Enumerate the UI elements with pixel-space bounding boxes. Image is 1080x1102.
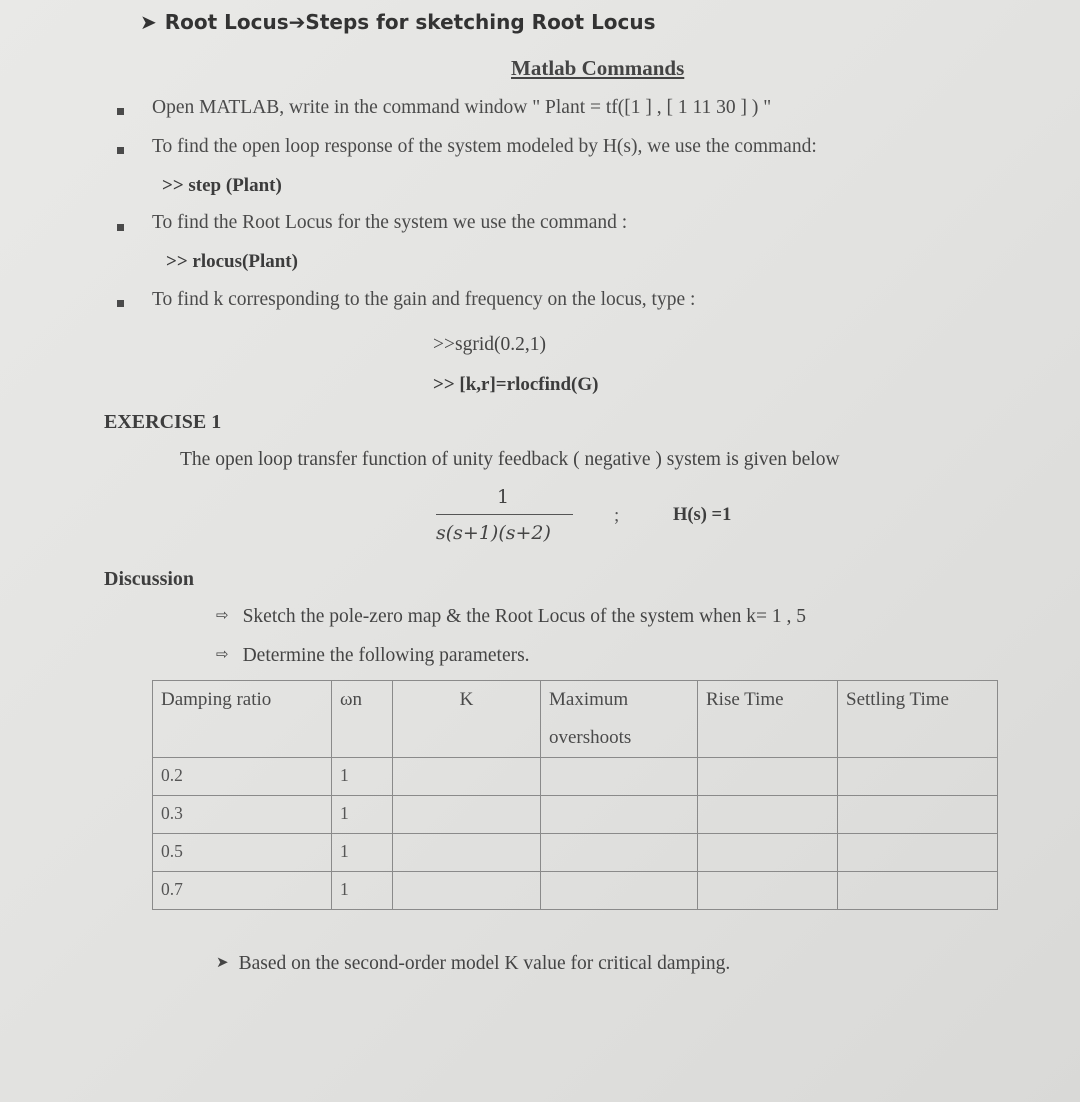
separator: ; xyxy=(614,505,620,526)
cell-k xyxy=(393,758,541,796)
cell-rise-time xyxy=(698,834,838,872)
cell-omega-n: 1 xyxy=(332,872,393,910)
cell-settling-time xyxy=(838,796,998,834)
transfer-function-denominator: s(s+1)(s+2) xyxy=(436,522,551,544)
cell-k xyxy=(393,796,541,834)
cell-rise-time xyxy=(698,758,838,796)
header-overshoots: overshoots xyxy=(549,727,632,748)
cell-omega-n: 1 xyxy=(332,796,393,834)
heading-part-steps: Steps for sketching Root Locus xyxy=(305,10,656,34)
cell-settling-time xyxy=(838,834,998,872)
discussion-item-text: Determine the following parameters. xyxy=(242,645,530,666)
table-row xyxy=(153,796,998,834)
cell-max-overshoot xyxy=(541,758,698,796)
feedback-function: H(s) =1 xyxy=(673,505,732,525)
parameters-table xyxy=(152,680,998,910)
final-instruction-text: Based on the second-order model K value for critical damping. xyxy=(238,953,731,974)
header-damping-ratio: Damping ratio xyxy=(153,681,332,758)
header-maximum-overshoots xyxy=(541,681,698,758)
table-header-row xyxy=(153,681,998,758)
hollow-right-arrow-icon: ⇨ xyxy=(216,606,229,624)
bullet-open-loop-response: To find the open loop response of the system modeled by H(s), we use the command: xyxy=(152,136,817,157)
square-bullet-icon xyxy=(117,300,124,307)
exercise-title: EXERCISE 1 xyxy=(104,411,222,433)
header-k: K xyxy=(393,681,541,758)
final-instruction xyxy=(216,953,730,975)
section-heading xyxy=(140,10,656,34)
right-arrow-icon: ➔ xyxy=(288,10,306,34)
cell-damping-ratio: 0.3 xyxy=(153,796,332,834)
cell-omega-n: 1 xyxy=(332,758,393,796)
cell-damping-ratio: 0.7 xyxy=(153,872,332,910)
exercise-intro: The open loop transfer function of unity feedback ( negative ) system is given below xyxy=(180,449,840,470)
discussion-item-determine xyxy=(216,645,530,667)
header-maximum: Maximum xyxy=(549,689,629,710)
cell-rise-time xyxy=(698,872,838,910)
square-bullet-icon xyxy=(117,224,124,231)
subtitle-matlab-commands: Matlab Commands xyxy=(511,56,685,80)
command-rlocfind: >> [k,r]=rlocfind(G) xyxy=(433,374,599,395)
cell-max-overshoot xyxy=(541,872,698,910)
table-row xyxy=(153,834,998,872)
bullet-open-matlab: Open MATLAB, write in the command window " Plant = tf([1 ] , [ 1 11 30 ] ) " xyxy=(152,97,772,118)
cell-k xyxy=(393,834,541,872)
discussion-item-sketch xyxy=(216,606,806,628)
command-step: >> step (Plant) xyxy=(162,175,282,196)
command-rlocus: >> rlocus(Plant) xyxy=(166,251,298,272)
table-row xyxy=(153,758,998,796)
transfer-function-numerator: 1 xyxy=(497,486,510,508)
arrowhead-bullet-icon: ➤ xyxy=(216,953,229,971)
discussion-title: Discussion xyxy=(104,568,195,590)
cell-max-overshoot xyxy=(541,834,698,872)
cell-damping-ratio: 0.5 xyxy=(153,834,332,872)
cell-damping-ratio: 0.2 xyxy=(153,758,332,796)
cell-rise-time xyxy=(698,796,838,834)
header-rise-time: Rise Time xyxy=(698,681,838,758)
bullet-root-locus: To find the Root Locus for the system we use the command : xyxy=(152,212,628,233)
heading-part-root-locus: Root Locus xyxy=(164,10,289,34)
arrowhead-bullet-icon: ➤ xyxy=(140,10,157,34)
cell-max-overshoot xyxy=(541,796,698,834)
square-bullet-icon xyxy=(117,108,124,115)
cell-settling-time xyxy=(838,758,998,796)
table-row xyxy=(153,872,998,910)
hollow-right-arrow-icon: ⇨ xyxy=(216,645,229,663)
square-bullet-icon xyxy=(117,147,124,154)
discussion-item-text: Sketch the pole-zero map & the Root Locus of the system when k= 1 , 5 xyxy=(242,606,806,627)
bullet-find-k: To find k corresponding to the gain and frequency on the locus, type : xyxy=(152,289,696,310)
header-omega-n: ωn xyxy=(332,681,393,758)
cell-omega-n: 1 xyxy=(332,834,393,872)
cell-settling-time xyxy=(838,872,998,910)
header-settling-time: Settling Time xyxy=(838,681,998,758)
command-sgrid: >>sgrid(0.2,1) xyxy=(433,334,546,355)
cell-k xyxy=(393,872,541,910)
fraction-bar xyxy=(436,514,573,515)
